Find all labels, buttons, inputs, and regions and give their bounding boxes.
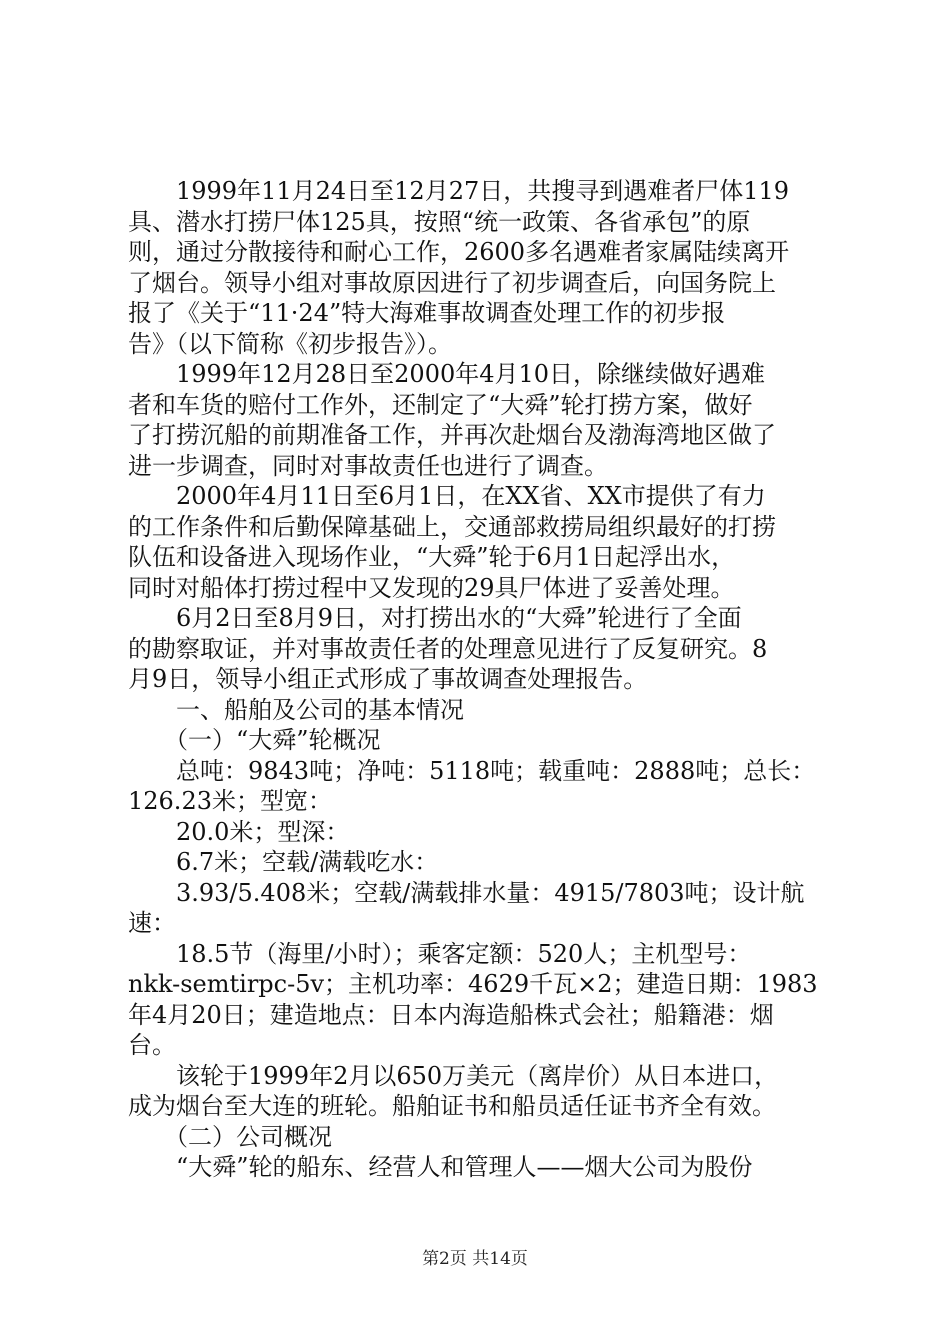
text-line: 了打捞沉船的前期准备工作，并再次赴烟台及渤海湾地区做了 [128,421,776,449]
text-line: 告》（以下简称《初步报告》）。 [128,329,452,358]
body-text [128,176,834,1183]
subsection-heading: （二）公司概况 [128,1122,332,1151]
text-line: 报了《关于“11·24”特大海难事故调查处理工作的初步报 [128,299,726,327]
text-line: 则，通过分散接待和耐心工作，2600多名遇难者家属陆续离开 [128,238,790,266]
text-line: 队伍和设备进入现场作业，“大舜”轮于6月1日起浮出水， [128,543,736,571]
text-line: nkk-semtirpc-5v；主机功率：4629千瓦×2；建造日期：1983 [128,970,818,998]
text-line: 同时对船体打捞过程中又发现的29具尸体进了妥善处理。 [128,573,735,602]
text-line: 的勘察取证，并对事故责任者的处理意见进行了反复研究。8 [128,634,768,663]
text-line: 1999年12月28日至2000年4月10日，除继续做好遇难 [128,360,766,388]
text-line: 该轮于1999年2月以650万美元（离岸价）从日本进口， [128,1061,779,1090]
text-line: 6.7米；空载/满载吃水： [128,848,439,876]
text-line: 进一步调查，同时对事故责任也进行了调查。 [128,451,608,480]
subsection-heading: （一）“大舜”轮概况 [128,726,381,754]
text-line: 总吨：9843吨；净吨：5118吨；载重吨：2888吨；总长： [128,756,816,785]
text-line: 成为烟台至大连的班轮。船舶证书和船员适任证书齐全有效。 [128,1092,776,1120]
text-line: 126.23米；型宽： [128,787,332,815]
text-line: 台。 [128,1031,176,1059]
text-line: 的工作条件和后勤保障基础上，交通部救捞局组织最好的打捞 [128,512,776,541]
page-footer: 第2页 共14页 [422,1249,528,1269]
text-line: 速： [128,909,176,937]
text-line: 月9日，领导小组正式形成了事故调查处理报告。 [128,665,648,693]
text-line: 1999年11月24日至12月27日，共搜寻到遇难者尸体119 [128,177,790,205]
text-line: 3.93/5.408米；空载/满载排水量：4915/7803吨；设计航 [128,878,805,907]
text-line: 20.0米；型深： [128,817,350,846]
text-line: “大舜”轮的船东、经营人和管理人——烟大公司为股份 [128,1153,753,1181]
text-line: 6月2日至8月9日，对打捞出水的“大舜”轮进行了全面 [128,604,742,632]
text-line: 年4月20日；建造地点：日本内海造船株式会社；船籍港：烟 [128,1000,774,1029]
text-line: 18.5节（海里/小时）；乘客定额：520人；主机型号： [128,939,752,968]
text-line: 具、潜水打捞尸体125具，按照“统一政策、各省承包”的原 [128,207,751,236]
text-line: 者和车货的赔付工作外，还制定了“大舜”轮打捞方案，做好 [128,390,753,419]
section-heading: 一、船舶及公司的基本情况 [128,695,464,724]
text-line: 了烟台。领导小组对事故原因进行了初步调查后，向国务院上 [128,268,776,297]
text-line: 2000年4月11日至6月1日，在XX省、XX市提供了有力 [128,482,766,510]
